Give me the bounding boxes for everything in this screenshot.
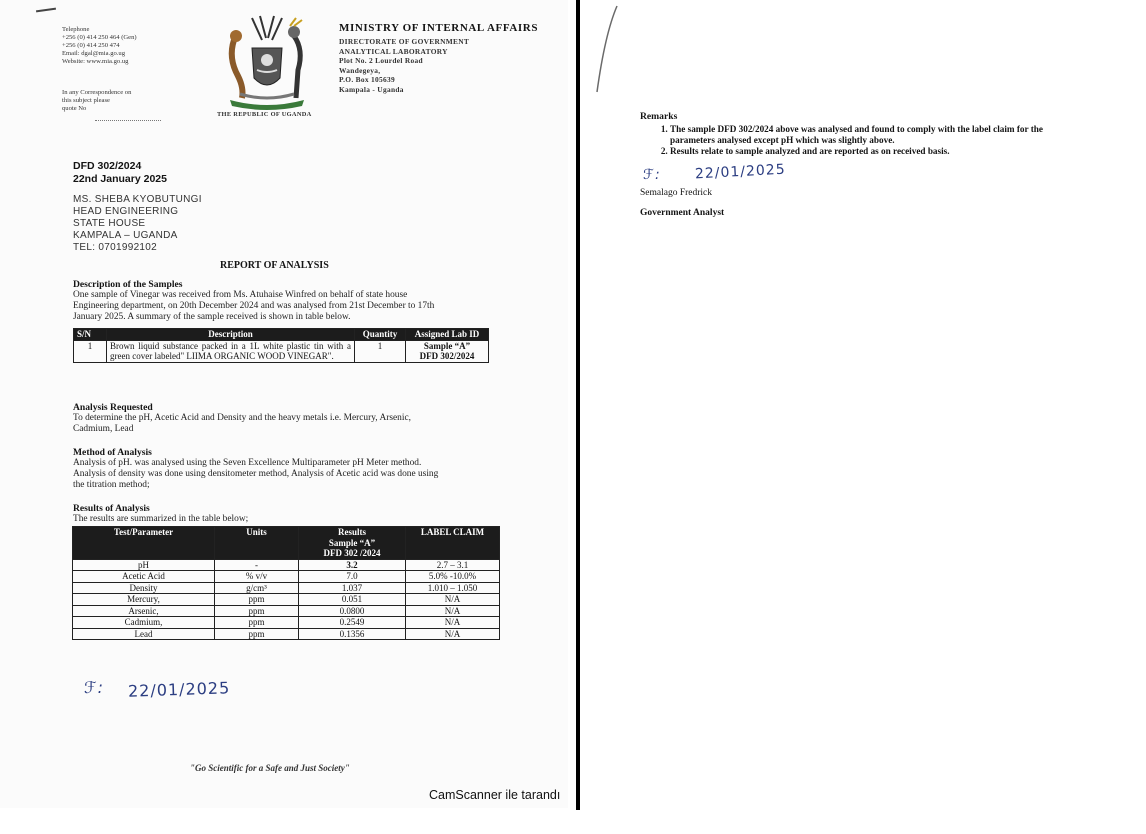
claim-cell: 5.0% -10.0% [406,571,500,583]
address-line: STATE HOUSE [73,218,146,229]
units-cell: ppm [215,594,299,606]
result-cell: 0.2549 [299,617,406,629]
analyst-title: Government Analyst [640,208,725,218]
claim-cell: 2.7 – 3.1 [406,559,500,571]
results-header-line: Results [337,527,366,537]
column-header [299,527,406,560]
ministry-line: Kampala - Uganda [339,84,404,94]
report-title: REPORT OF ANALYSIS [220,260,329,271]
address-line: KAMPALA – UGANDA [73,230,178,241]
result-cell: 3.2 [299,559,406,571]
description-line: January 2025. A summary of the sample received is shown in table below. [73,312,351,322]
claim-cell: N/A [406,605,500,617]
column-header: Units [215,527,299,560]
coat-of-arms-emblem [222,14,312,110]
address-line: MS. SHEBA KYOBUTUNGI [73,194,202,205]
recipient-address [73,194,202,254]
param-cell: Mercury, [73,594,215,606]
column-header: Assigned Lab ID [406,329,489,341]
param-cell: Acetic Acid [73,571,215,583]
results-table-body [73,559,500,640]
initials-mark: ℱ: [643,167,661,183]
result-cell: 1.037 [299,582,406,594]
reference-number: DFD 302/2024 [73,160,142,172]
table-row [73,582,500,594]
ministry-line: Wandegeya, [339,65,381,75]
sn-cell: 1 [74,340,107,362]
results-table-header [73,527,500,560]
claim-cell: N/A [406,594,500,606]
sample-table-header [74,329,489,341]
param-cell: Density [73,582,215,594]
document-page-1 [0,0,568,808]
sample-table [73,328,489,363]
address-line: TEL: 0701992102 [73,242,158,253]
units-cell: % v/v [215,571,299,583]
table-row [73,571,500,583]
method-line: Analysis of pH. was analysed using the Seven Excellence Multiparameter pH Meter method. [73,458,422,468]
method-heading: Method of Analysis [73,447,152,458]
method-line: Analysis of density was done using densitometer method, Analysis of Acetic acid was done using [73,469,439,479]
description-cell: Brown liquid substance packed in a 1L white plastic tin with a green cover labeled" LIIMA ORGANIC WOOD VINEGAR". [107,340,355,362]
quantity-cell: 1 [355,340,406,362]
result-cell: 0.1356 [299,628,406,640]
analysis-requested-section [73,402,493,435]
results-intro: The results are summarized in the table below; [73,514,249,524]
analysis-requested-line: Cadmium, Lead [73,424,134,434]
ministry-line: DIRECTORATE OF GOVERNMENT [339,37,470,46]
result-cell: 0.0800 [299,605,406,617]
ministry-line: P.O. Box 105639 [339,75,395,84]
claim-cell: N/A [406,628,500,640]
description-line: Engineering department, on 20th December 2024 and was analysed from 21st December to 17th [73,301,435,311]
contact-line: Telephone [62,26,90,33]
table-row [73,594,500,606]
ministry-line: ANALYTICAL LABORATORY [339,46,448,56]
correspondence-line: quote No [62,105,87,112]
handwritten-signature [643,167,661,183]
lab-id-cell [406,340,489,362]
results-heading: Results of Analysis [73,503,150,514]
table-row [73,605,500,617]
results-section [73,503,493,525]
document-page-2 [581,0,1146,834]
table-row [74,340,489,362]
lab-id-line: Sample “A” [423,340,471,351]
analyst-name: Semalago Fredrick [640,188,713,198]
ministry-header [339,22,539,94]
units-cell: ppm [215,628,299,640]
column-header: LABEL CLAIM [406,527,500,560]
param-cell: pH [73,559,215,571]
result-cell: 7.0 [299,571,406,583]
remark-item: 1. The sample DFD 302/2024 above was analysed and found to comply with the label claim for the parameters analysed except pH which was slightly above. [670,124,1070,146]
units-cell: - [215,559,299,571]
contact-line: +256 (0) 414 250 474 [62,42,120,49]
signature-date: 22/01/2025 [127,678,231,701]
results-header-line: Sample “A” [328,537,376,548]
claim-cell: N/A [406,617,500,629]
units-cell: ppm [215,617,299,629]
result-cell: 0.051 [299,594,406,606]
column-header: Quantity [355,329,406,341]
coat-of-arms-caption: THE REPUBLIC OF UGANDA [217,111,312,118]
correspondence-block [62,89,172,113]
correspondence-line: In any Correspondence on [62,89,132,96]
table-row [73,559,500,571]
param-cell: Arsenic, [73,605,215,617]
column-header: Description [107,329,355,341]
param-cell: Lead [73,628,215,640]
remarks-section [640,111,1070,157]
description-line: One sample of Vinegar was received from Ms. Atuhaise Winfred on behalf of state house [73,290,408,300]
claim-cell: 1.010 – 1.050 [406,582,500,594]
description-section [73,279,503,323]
report-date: 22nd January 2025 [73,173,167,185]
address-line: HEAD ENGINEERING [73,206,179,217]
remarks-list [640,124,1070,157]
motto: "Go Scientific for a Safe and Just Society" [190,763,350,773]
handwritten-signature [84,678,104,697]
page-curl-edge [593,4,623,94]
column-header: S/N [74,329,107,341]
contact-line: Website: www.mia.go.ug [62,58,129,65]
description-heading: Description of the Samples [73,279,183,290]
contact-line: +256 (0) 414 250 464 (Gen) [62,34,137,41]
column-header: Test/Parameter [73,527,215,560]
method-line: the titration method; [73,480,150,490]
analysis-requested-heading: Analysis Requested [73,402,153,413]
table-row [73,628,500,640]
quote-number-line [95,120,161,121]
table-row [73,617,500,629]
correspondence-line: this subject please [62,97,110,104]
units-cell: g/cm³ [215,582,299,594]
contact-block [62,26,182,66]
units-cell: ppm [215,605,299,617]
results-header-line: DFD 302 /2024 [323,548,381,558]
page-divider [576,0,580,810]
analysis-requested-line: To determine the pH, Acetic Acid and Density and the heavy metals i.e. Mercury, Arsenic, [73,413,411,423]
remark-item: 2. Results relate to sample analyzed and are reported as on received basis. [670,146,1070,157]
method-section [73,447,493,491]
ministry-title: MINISTRY OF INTERNAL AFFAIRS [339,22,539,34]
signature-date: 22/01/2025 [694,161,787,183]
ministry-line: Plot No. 2 Lourdel Road [339,56,423,65]
initials-mark: ℱ: [84,678,104,697]
contact-line: Email: dgal@mia.go.ug [62,50,126,57]
results-table [72,526,500,640]
param-cell: Cadmium, [73,617,215,629]
scanner-watermark: CamScanner ile tarandı [429,788,561,802]
remarks-heading: Remarks [640,111,678,122]
corner-mark [36,8,56,13]
lab-id-line: DFD 302/2024 [419,351,475,361]
